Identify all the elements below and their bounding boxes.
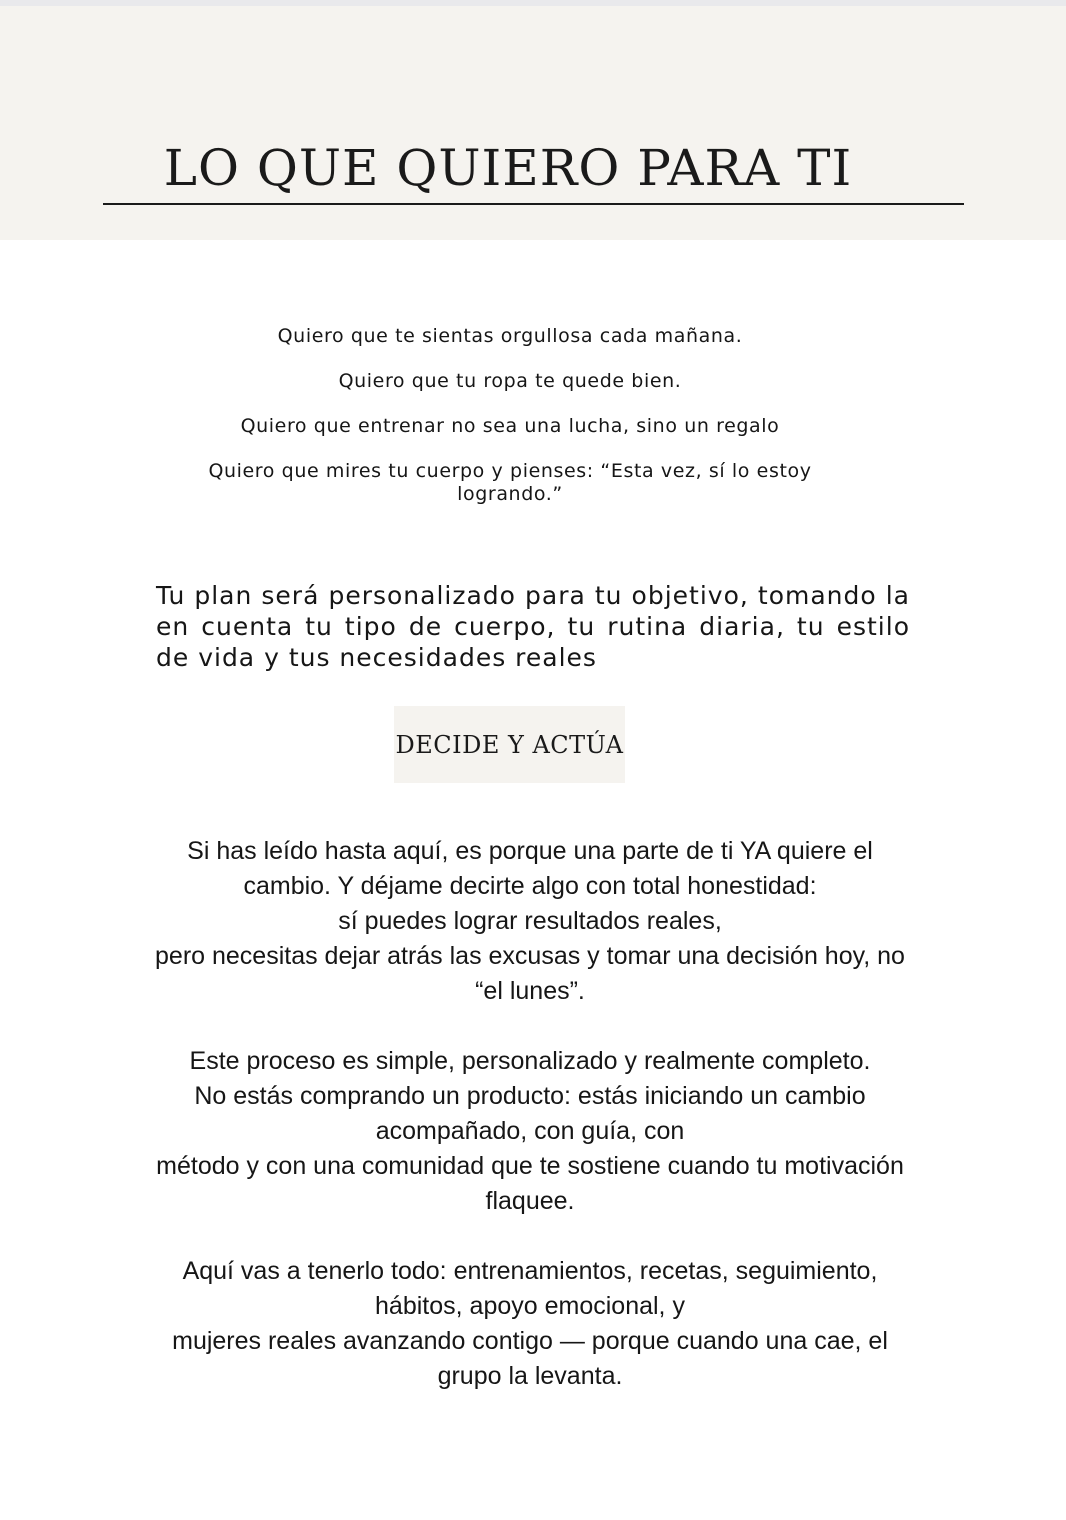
wish-item: Quiero que entrenar no sea una lucha, sino un regalo bbox=[240, 415, 780, 437]
closing-line: pero necesitas dejar atrás las excusas y tomar una decisión hoy, no “el lunes”. bbox=[155, 942, 905, 1005]
wish-item: Quiero que te sientas orgullosa cada mañana. bbox=[277, 325, 743, 347]
closing-line: mujeres reales avanzando contigo — porque cuando una cae, el grupo la levanta. bbox=[172, 1327, 888, 1390]
plan-paragraph: Tu plan será personalizado para tu objetivo, tomando la en cuenta tu tipo de cuerpo, tu rutina diaria, tu estilo de vida y tus necesidades reales bbox=[156, 581, 910, 672]
page-title: LO QUE QUIERO PARA TI bbox=[163, 139, 853, 197]
closing-line: método y con una comunidad que te sostiene cuando tu motivación flaquee. bbox=[156, 1152, 904, 1215]
closing-line: Si has leído hasta aquí, es porque una parte de ti YA quiere el cambio. Y déjame decirte algo con total honestidad: bbox=[187, 837, 873, 900]
wish-item: Quiero que tu ropa te quede bien. bbox=[338, 370, 682, 392]
closing-message bbox=[140, 834, 920, 1394]
decide-cta-button[interactable] bbox=[394, 706, 625, 783]
cta-label: DECIDE Y ACTÚA bbox=[395, 730, 624, 759]
closing-line: No estás comprando un producto: estás iniciando un cambio acompañado, con guía, con bbox=[194, 1082, 866, 1145]
paragraph-spacer bbox=[140, 1219, 920, 1254]
paragraph-spacer bbox=[140, 1009, 920, 1044]
title-divider bbox=[103, 203, 964, 205]
closing-line: Aquí vas a tenerlo todo: entrenamientos, recetas, seguimiento, hábitos, apoyo emocional, y bbox=[182, 1257, 878, 1320]
wishes-list bbox=[190, 325, 830, 528]
wish-item: Quiero que mires tu cuerpo y pienses: “Esta vez, sí lo estoy logrando.” bbox=[208, 460, 812, 505]
closing-line: sí puedes lograr resultados reales, bbox=[338, 907, 722, 935]
closing-line: Este proceso es simple, personalizado y realmente completo. bbox=[189, 1047, 871, 1075]
